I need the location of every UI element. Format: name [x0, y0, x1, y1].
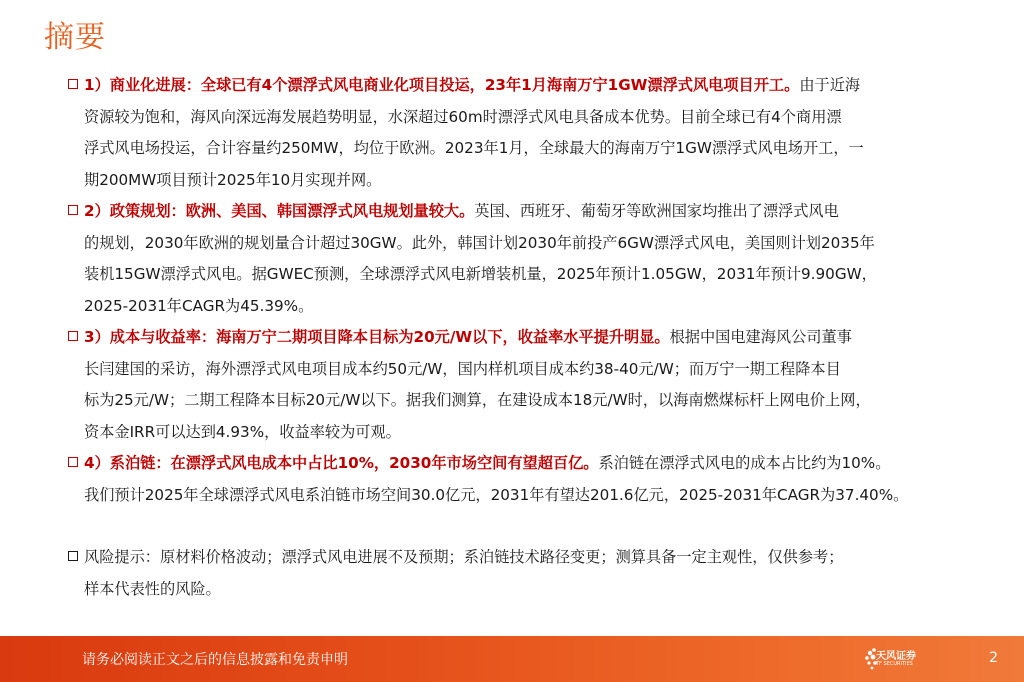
- checkbox-bullet-icon: [68, 331, 78, 341]
- checkbox-bullet-icon: [68, 205, 78, 215]
- page-title: 摘要: [44, 20, 106, 55]
- paragraph-text: 我们预计2025年全球漂浮式风电系泊链市场空间30.0亿元，2031年有望达201.6亿元，2025-2031年CAGR为37.40%。: [84, 485, 909, 504]
- paragraph-highlight: 2）政策规划：欧洲、美国、韩国漂浮式风电规划量较大。: [84, 202, 475, 220]
- paragraph-policy: [68, 196, 968, 322]
- logo-name: 天风证券: [876, 651, 916, 662]
- paragraph-cost-return: [68, 322, 968, 448]
- paragraph-commercialization: [68, 70, 968, 196]
- paragraph-text: 2025-2031年CAGR为45.39%。: [84, 296, 314, 315]
- paragraph-text: 的规划，2030年欧洲的规划量合计超过30GW。此外，韩国计划2030年前投产6GW漂浮式风电，美国则计划2035年: [84, 233, 875, 252]
- paragraph-mooring-chain: [68, 448, 968, 511]
- checkbox-bullet-icon: [68, 457, 78, 467]
- risk-text: 样本代表性的风险。: [84, 579, 221, 598]
- footer-bar: [0, 636, 1024, 682]
- paragraph-text: 装机15GW漂浮式风电。据GWEC预测，全球漂浮式风电新增装机量，2025年预计1.05GW，2031年预计9.90GW，: [84, 265, 877, 283]
- paragraph-highlight: 3）成本与收益率：海南万宁二期项目降本目标为20元/W以下，收益率水平提升明显。: [84, 328, 670, 346]
- paragraph-text: 浮式风电场投运，合计容量约250MW，均位于欧洲。2023年1月，全球最大的海南万宁1GW漂浮式风电场开工，一: [84, 139, 864, 157]
- paragraph-text: 由于近海: [799, 76, 861, 94]
- checkbox-bullet-icon: [68, 551, 78, 561]
- paragraph-text: 资本金IRR可以达到4.93%，收益率较为可观。: [84, 422, 401, 441]
- page-number: 2: [989, 650, 998, 666]
- paragraph-text: 根据中国电建海风公司董事: [669, 328, 852, 346]
- paragraph-text: 系泊链在漂浮式风电的成本占比约为10%。: [598, 454, 891, 472]
- logo-subtitle: TF SECURITIES: [876, 661, 913, 667]
- paragraph-highlight: 4）系泊链：在漂浮式风电成本中占比10%，2030年市场空间有望超百亿。: [84, 454, 599, 472]
- disclaimer-text: 请务必阅读正文之后的信息披露和免责申明: [82, 652, 348, 668]
- paragraph-text: 标为25元/W；二期工程降本目标20元/W以下。据我们测算，在建设成本18元/W时，以海南燃煤标杆上网电价上网，: [84, 391, 871, 409]
- paragraph-highlight: 1）商业化进展：全球已有4个漂浮式风电商业化项目投运，23年1月海南万宁1GW漂浮式风电项目开工。: [84, 76, 800, 94]
- paragraph-text: 英国、西班牙、葡萄牙等欧洲国家均推出了漂浮式风电: [474, 202, 839, 220]
- paragraph-text: 期200MW项目预计2025年10月实现并网。: [84, 170, 382, 189]
- summary-content: [68, 70, 968, 605]
- risk-warning: [68, 542, 968, 605]
- checkbox-bullet-icon: [68, 79, 78, 89]
- paragraph-text: 资源较为饱和，海风向深远海发展趋势明显，水深超过60m时漂浮式风电具备成本优势。目前全球已有4个商用漂: [84, 107, 842, 126]
- paragraph-text: 长闫建国的采访，海外漂浮式风电项目成本约50元/W，国内样机项目成本约38-40元/W；而万宁一期工程降本目: [84, 359, 841, 378]
- risk-text: 风险提示：原材料价格波动；漂浮式风电进展不及预期；系泊链技术路径变更；测算具备一定主观性，仅供参考；: [84, 548, 844, 566]
